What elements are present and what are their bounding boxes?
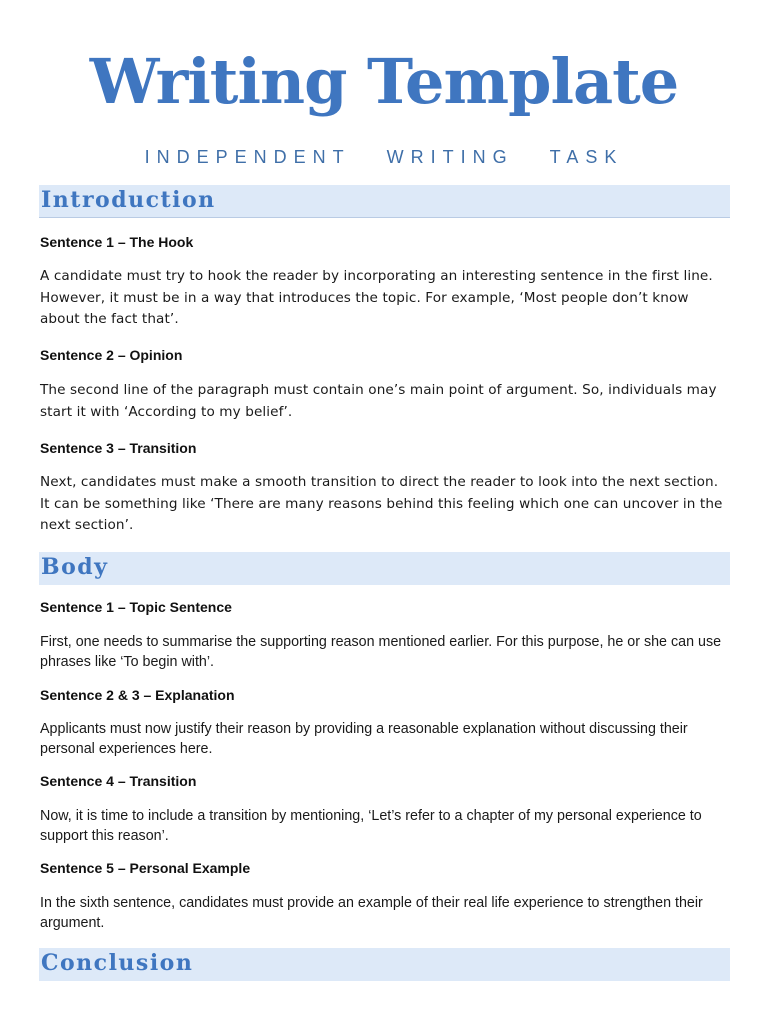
body-sentence-1-text: First, one needs to summarise the supporting reason mentioned earlier. For this purpose, he or she can use phrases like ‘To begin with’. [40, 634, 722, 670]
intro-sentence-3-heading: Sentence 3 – Transition [40, 440, 197, 456]
page-subtitle [0, 145, 768, 169]
body-sentence-4-text: Now, it is time to include a transition by mentioning, ‘Let’s refer to a chapter of my personal experience to support this reason’. [40, 808, 702, 844]
subtitle-word-task: TASK [549, 147, 624, 167]
body-sentence-2-3-heading: Sentence 2 & 3 – Explanation [40, 687, 235, 703]
body-sentence-4-heading: Sentence 4 – Transition [40, 773, 197, 789]
body-sentence-5-heading: Sentence 5 – Personal Example [40, 860, 251, 876]
intro-sentence-3-text: Next, candidates must make a smooth transition to direct the reader to look into the next section. It can be something like ‘There are many reasons behind this feeling which one can uncover in the next section’. [40, 474, 723, 533]
subtitle-word-writing: WRITING [386, 147, 514, 167]
subtitle-word-independent: INDEPENDENT [144, 147, 351, 167]
section-heading-introduction: Introduction [41, 187, 216, 213]
intro-sentence-1-text: A candidate must try to hook the reader by incorporating an interesting sentence in the first line. However, it must be in a way that introduces the topic. For example, ‘Most people don’t know about the fact that’. [40, 268, 713, 327]
intro-sentence-2-text: The second line of the paragraph must contain one’s main point of argument. So, individuals may start it with ‘According to my belief’. [40, 382, 717, 420]
page-title: Writing Template [89, 45, 679, 118]
section-introduction [39, 185, 730, 218]
section-conclusion [39, 948, 730, 981]
body-sentence-5-text: In the sixth sentence, candidates must provide an example of their real life experience to strengthen their argument. [40, 895, 703, 931]
body-sentence-2-3-text: Applicants must now justify their reason by providing a reasonable explanation without discussing their personal experiences here. [40, 721, 688, 757]
section-heading-conclusion: Conclusion [41, 950, 194, 976]
section-heading-body: Body [41, 554, 109, 580]
intro-sentence-2-heading: Sentence 2 – Opinion [40, 347, 183, 363]
body-sentence-1-heading: Sentence 1 – Topic Sentence [40, 599, 232, 615]
intro-sentence-1-heading: Sentence 1 – The Hook [40, 234, 194, 250]
section-body [39, 552, 730, 585]
